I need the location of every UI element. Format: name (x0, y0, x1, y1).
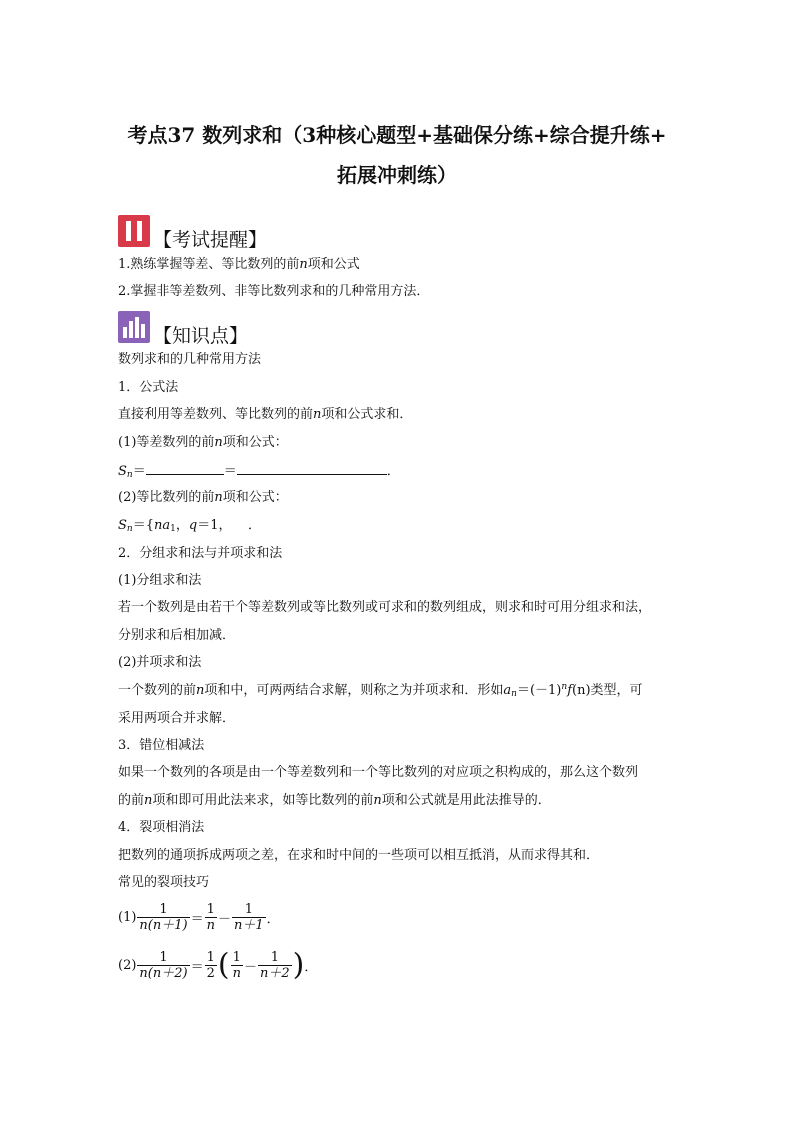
method-4-tips: 常见的裂项技巧 (118, 875, 210, 890)
geom-sum-formula: $S_n=\{na_1$，q＝1， ． (118, 518, 262, 534)
pause-bars-icon (118, 215, 150, 247)
method-4-title: 4．裂项相消法 (118, 820, 205, 835)
method-2-sub1: (1)分组求和法 (118, 573, 202, 588)
arith-sum-formula-blank: $S_n=$ ＝ ． (118, 464, 400, 480)
page-title-line1: 考点37 数列求和（3种核心题型+基础保分练+综合提升练+ (127, 123, 667, 147)
reminder-item-1: 1.熟练掌握等差、等比数列的前n项和公式 (118, 257, 360, 272)
method-3-title: 3．错位相减法 (118, 738, 205, 753)
method-3-desc1: 如果一个数列的各项是由一个等差数列和一个等比数列的对应项之积构成的，那么这个数列 (118, 765, 639, 780)
section-heading-reminder: 【考试提醒】 (153, 229, 268, 251)
method-2-sub2: (2)并项求和法 (118, 655, 202, 670)
split-term-formula-1: (1) $\frac{1}{n(n+1)}$ ＝ $\frac{1}{n}$ － $\frac{1}{n+1}$ ． (118, 902, 280, 933)
page-title-line2: 拓展冲刺练） (337, 163, 457, 187)
method-2-sub2-desc2: 采用两项合并求解． (118, 711, 236, 726)
method-2-title: 2．分组求和法与并项求和法 (118, 546, 283, 561)
method-1-sub1: (1)等差数列的前n项和公式： (118, 435, 288, 450)
method-4-desc: 把数列的通项拆成两项之差，在求和时中间的一些项可以相互抵消，从而求得其和． (118, 848, 600, 863)
reminder-item-2: 2.掌握非等差数列、非等比数列求和的几种常用方法． (118, 284, 430, 299)
split-term-formula-2: (2) $\frac{1}{n(n+2)}$ ＝ $\frac{1}{2}$ ( $\frac{1}{n}$ － $\frac{1}{n+2}$ )． (118, 947, 318, 983)
method-2-sub2-desc1: 一个数列的前n项和中，可两两结合求解，则称之为并项求和．形如$a_n=(-1)^nf(n)$类型，可 (118, 682, 643, 699)
method-2-sub1-desc2: 分别求和后相加减． (118, 628, 236, 643)
method-3-desc2: 的前n项和即可用此法来求，如等比数列的前n项和公式就是用此法推导的． (118, 793, 551, 808)
fill-blank-2[interactable] (237, 462, 387, 475)
knowledge-intro: 数列求和的几种常用方法 (118, 352, 262, 367)
section-heading-knowledge: 【知识点】 (153, 325, 249, 347)
fill-blank-1[interactable] (146, 462, 224, 475)
method-1-sub2: (2)等比数列的前n项和公式： (118, 490, 288, 505)
method-1-desc: 直接利用等差数列、等比数列的前n项和公式求和． (118, 407, 413, 422)
method-1-title: 1．公式法 (118, 380, 179, 395)
bar-chart-icon (118, 311, 150, 343)
method-2-sub1-desc1: 若一个数列是由若干个等差数列或等比数列或可求和的数列组成，则求和时可用分组求和法， (118, 600, 652, 615)
